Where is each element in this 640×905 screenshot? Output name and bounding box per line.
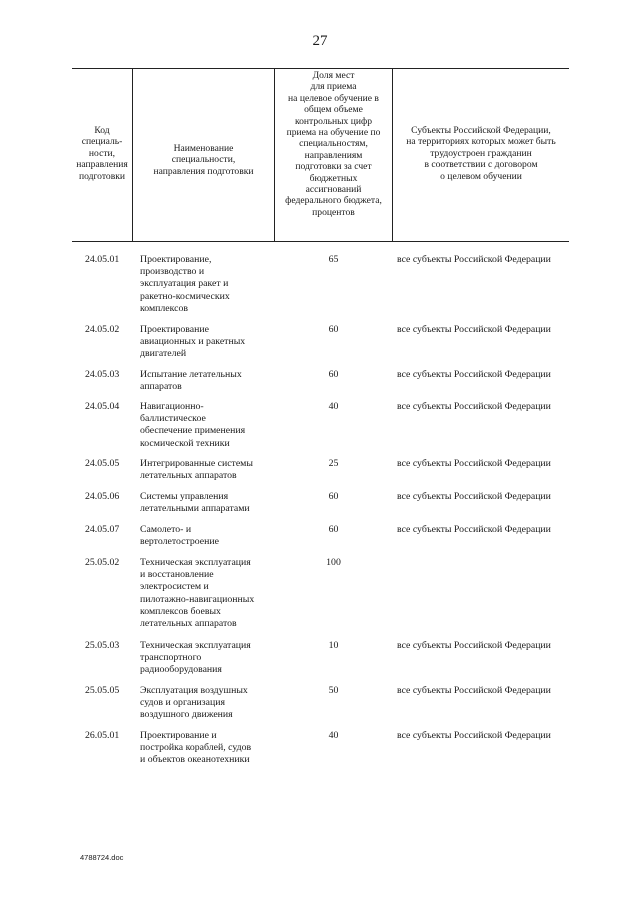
- text-line: направлениям: [304, 149, 363, 161]
- specialty-name: [140, 685, 280, 722]
- text-line: двигателей: [140, 348, 187, 360]
- text-line: аппаратов: [140, 381, 182, 393]
- text-line: специаль-: [81, 136, 123, 148]
- text-line: направления подготовки: [153, 165, 254, 177]
- quota-percent: 60: [328, 324, 339, 335]
- specialty-code: 26.05.01: [85, 730, 120, 741]
- specialties-table: [72, 68, 569, 766]
- text-line: процентов: [312, 206, 355, 218]
- text-line: производство и: [140, 266, 205, 278]
- specialty-name: [140, 491, 280, 515]
- text-line: специальностям,: [299, 138, 368, 150]
- quota-percent: 60: [328, 524, 339, 535]
- text-line: Код: [94, 125, 110, 136]
- text-line: для приема: [310, 81, 357, 93]
- federation-subjects: все субъекты Российской Федерации: [397, 324, 551, 335]
- specialty-code: 25.05.05: [85, 685, 120, 696]
- federation-subjects: все субъекты Российской Федерации: [397, 640, 551, 651]
- header-percent: [275, 70, 392, 218]
- text-line: Интегрированные системы: [140, 458, 253, 469]
- text-line: Эксплуатация воздушных: [140, 685, 248, 696]
- federation-subjects: все субъекты Российской Федерации: [397, 685, 551, 696]
- specialty-name: [140, 369, 280, 393]
- text-line: бюджетных: [309, 172, 358, 184]
- text-line: на территориях которых может быть: [406, 136, 556, 148]
- quota-percent: 50: [328, 685, 339, 696]
- text-line: Проектирование и: [140, 730, 217, 741]
- specialty-name: [140, 401, 280, 450]
- text-line: ассигнований: [305, 184, 362, 196]
- quota-percent: 25: [328, 458, 339, 469]
- text-line: подготовки: [78, 170, 126, 182]
- quota-percent: 10: [328, 640, 339, 651]
- text-line: электросистем и: [140, 581, 209, 593]
- text-line: федерального бюджета,: [285, 195, 382, 207]
- specialty-name: [140, 524, 280, 548]
- federation-subjects: все субъекты Российской Федерации: [397, 458, 551, 469]
- text-line: баллистическое: [140, 413, 206, 425]
- text-line: летательных аппаратов: [140, 618, 237, 630]
- specialty-code: 24.05.02: [85, 324, 120, 335]
- text-line: судов и организация: [140, 697, 226, 709]
- text-line: трудоустроен гражданин: [430, 147, 532, 159]
- text-line: постройка кораблей, судов: [140, 742, 252, 754]
- text-line: комплексов: [140, 302, 189, 314]
- text-line: летательными аппаратами: [140, 503, 250, 515]
- quota-percent: 40: [328, 401, 339, 412]
- text-line: в соответствии с договором: [424, 159, 538, 171]
- text-line: Проектирование,: [140, 254, 212, 265]
- federation-subjects: все субъекты Российской Федерации: [397, 254, 551, 265]
- text-line: радиооборудования: [140, 664, 222, 676]
- text-line: эксплуатация ракет и: [140, 278, 229, 290]
- federation-subjects: все субъекты Российской Федерации: [397, 491, 551, 502]
- text-line: ности,: [88, 147, 116, 159]
- file-name: 4788724.doc: [80, 853, 124, 862]
- text-line: Доля мест: [312, 70, 355, 81]
- specialty-name: [140, 324, 280, 361]
- specialty-code: 24.05.04: [85, 401, 120, 412]
- text-line: общем объеме: [304, 104, 363, 116]
- quota-percent: 60: [328, 491, 339, 502]
- text-line: о целевом обучении: [440, 170, 522, 182]
- text-line: Техническая эксплуатация: [140, 640, 251, 651]
- federation-subjects: все субъекты Российской Федерации: [397, 369, 551, 380]
- specialty-code: 24.05.07: [85, 524, 120, 535]
- quota-percent: 40: [328, 730, 339, 741]
- text-line: Субъекты Российской Федерации,: [411, 125, 551, 136]
- specialty-code: 25.05.03: [85, 640, 120, 651]
- specialty-code: 24.05.05: [85, 458, 120, 469]
- header-subjects: [393, 125, 569, 182]
- specialty-name: [140, 557, 280, 630]
- table-header: [72, 68, 569, 242]
- specialty-name: [140, 730, 280, 767]
- specialty-name: [140, 254, 280, 315]
- page-number: 27: [312, 33, 328, 49]
- text-line: подготовки за счет: [295, 161, 372, 173]
- text-line: Испытание летательных: [140, 369, 242, 380]
- federation-subjects: все субъекты Российской Федерации: [397, 524, 551, 535]
- header-code: [72, 125, 132, 182]
- text-line: направления: [76, 159, 128, 171]
- text-line: авиационных и ракетных: [140, 336, 246, 348]
- text-line: обеспечение применения: [140, 425, 246, 437]
- text-line: на целевое обучение в: [288, 92, 379, 104]
- header-name: [133, 143, 274, 177]
- specialty-code: 24.05.01: [85, 254, 120, 265]
- specialty-name: [140, 640, 280, 677]
- text-line: ракетно-космических: [140, 290, 230, 302]
- quota-percent: 65: [328, 254, 339, 265]
- quota-percent: 100: [326, 557, 341, 568]
- text-line: Техническая эксплуатация: [140, 557, 251, 568]
- text-line: Наименование: [173, 143, 234, 154]
- text-line: и объектов океанотехники: [140, 754, 250, 766]
- specialty-code: 24.05.06: [85, 491, 120, 502]
- text-line: пилотажно-навигационных: [140, 593, 255, 605]
- text-line: Системы управления: [140, 491, 229, 502]
- federation-subjects: все субъекты Российской Федерации: [397, 730, 551, 741]
- text-line: вертолетостроение: [140, 536, 219, 548]
- text-line: транспортного: [140, 652, 202, 664]
- text-line: воздушного движения: [140, 709, 233, 721]
- federation-subjects: все субъекты Российской Федерации: [397, 401, 551, 412]
- text-line: Самолето- и: [140, 524, 192, 535]
- specialty-code: 24.05.03: [85, 369, 120, 380]
- specialty-code: 25.05.02: [85, 557, 120, 568]
- specialty-name: [140, 458, 280, 482]
- text-line: и восстановление: [140, 569, 214, 581]
- text-line: Проектирование: [140, 324, 209, 335]
- text-line: летательных аппаратов: [140, 470, 237, 482]
- text-line: контрольных цифр: [294, 115, 373, 127]
- text-line: комплексов боевых: [140, 605, 221, 617]
- text-line: космической техники: [140, 437, 230, 449]
- text-line: Навигационно-: [140, 401, 204, 412]
- text-line: специальности,: [171, 154, 236, 166]
- text-line: приема на обучение по: [286, 127, 381, 139]
- quota-percent: 60: [328, 369, 339, 380]
